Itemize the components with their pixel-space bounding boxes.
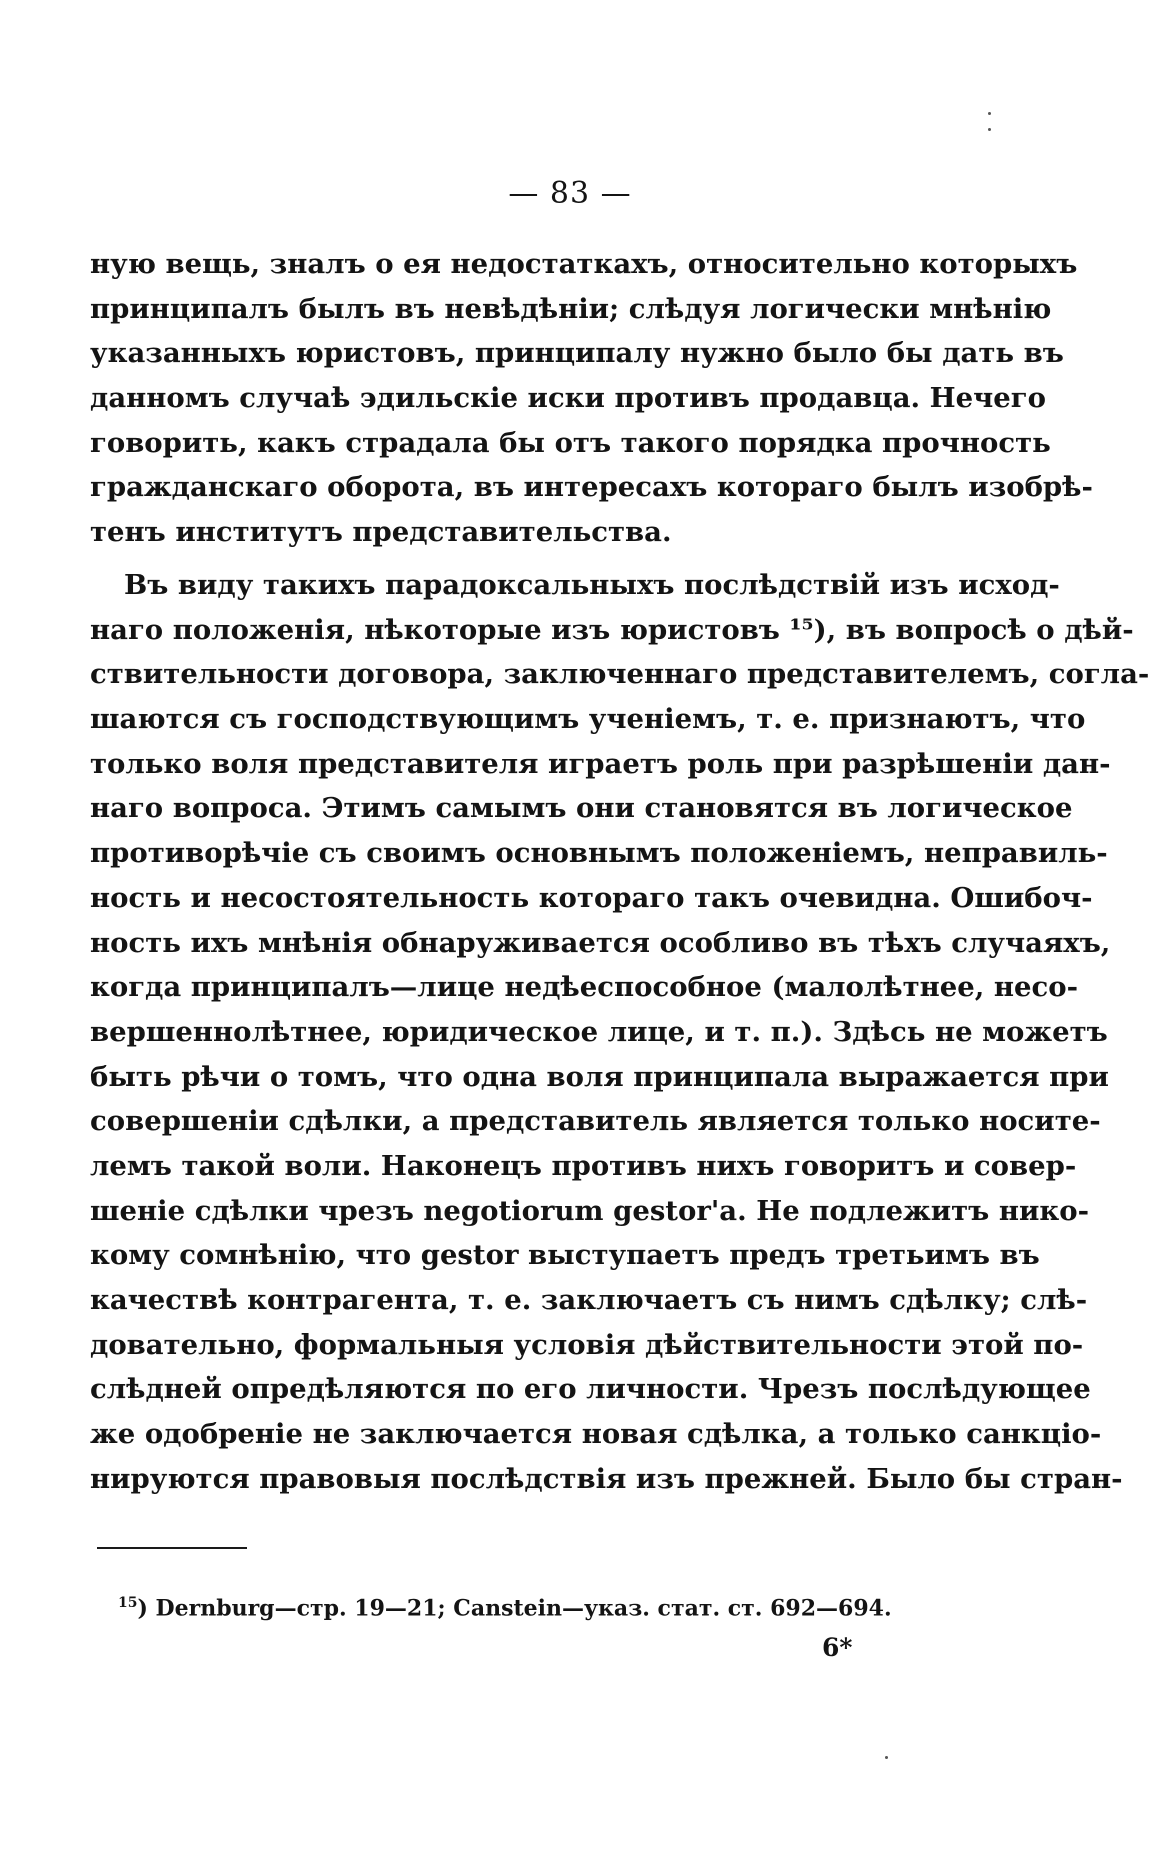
text-line: ность ихъ мнѣнія обнаруживается особливо въ тѣхъ случаяхъ, bbox=[90, 926, 1111, 959]
scan-speck bbox=[988, 112, 991, 115]
text-line: шеніе сдѣлки чрезъ negotiorum gestor'a. Не подлежитъ нико- bbox=[90, 1194, 1089, 1227]
footnote bbox=[118, 1595, 892, 1621]
text-line: довательно, формальныя условія дѣйствительности этой по- bbox=[90, 1328, 1084, 1361]
text-line: наго положенія, нѣкоторые изъ юристовъ ¹⁵), въ вопросѣ о дѣй- bbox=[90, 613, 1134, 646]
text-line: совершеніи сдѣлки, а представитель является только носите- bbox=[90, 1105, 1101, 1138]
text-line: когда принципалъ—лице недѣеспособное (малолѣтнее, несо- bbox=[90, 971, 1079, 1004]
footnote-marker: 15 bbox=[118, 1595, 138, 1611]
text-line: шаются съ господствующимъ ученіемъ, т. е. признаютъ, что bbox=[90, 703, 1086, 736]
text-line: говорить, какъ страдала бы отъ такого порядка прочность bbox=[90, 426, 1051, 459]
text-line: ствительности договора, заключеннаго представителемъ, согла- bbox=[90, 658, 1149, 691]
text-line: гражданскаго оборота, въ интересахъ котораго былъ изобрѣ- bbox=[90, 471, 1093, 504]
text-line: противорѣчіе съ своимъ основнымъ положеніемъ, неправиль- bbox=[90, 837, 1108, 870]
footnote-text: ) Dernburg—стр. 19—21; Canstein—указ. стат. ст. 692—694. bbox=[137, 1595, 892, 1622]
page-number: — 83 — bbox=[508, 176, 632, 211]
text-line: тенъ институтъ представительства. bbox=[90, 516, 672, 549]
text-line: качествѣ контрагента, т. е. заключаетъ съ нимъ сдѣлку; слѣ- bbox=[90, 1284, 1088, 1316]
text-line: слѣдней опредѣляются по его личности. Чрезъ послѣдующее bbox=[90, 1373, 1091, 1406]
paragraph-continued bbox=[90, 242, 1093, 555]
text-line: нируются правовыя послѣдствія изъ прежней. Было бы стран- bbox=[90, 1462, 1123, 1495]
text-line: же одобреніе не заключается новая сдѣлка, а только санкціо- bbox=[90, 1418, 1102, 1451]
text-line: ность и несостоятельность котораго такъ очевидна. Ошибоч- bbox=[90, 881, 1093, 914]
footnote-divider bbox=[97, 1547, 247, 1549]
text-line: кому сомнѣнію, что gestor выступаетъ предъ третьимъ въ bbox=[90, 1239, 1040, 1272]
signature-mark: 6* bbox=[822, 1633, 853, 1662]
paragraph-main bbox=[90, 563, 1149, 1501]
text-line: быть рѣчи о томъ, что одна воля принципала выражается при bbox=[90, 1060, 1109, 1093]
text-line: только воля представителя играетъ роль при разрѣшеніи дан- bbox=[90, 747, 1111, 780]
text-line: ную вещь, зналъ о ея недостаткахъ, относительно которыхъ bbox=[90, 248, 1078, 280]
text-line: данномъ случаѣ эдильскіе иски противъ продавца. Нечего bbox=[90, 382, 1046, 415]
scan-speck bbox=[988, 128, 991, 131]
text-line: Въ виду такихъ парадоксальныхъ послѣдствій изъ исход- bbox=[124, 569, 1060, 601]
text-line: указанныхъ юристовъ, принципалу нужно было бы дать въ bbox=[90, 337, 1064, 370]
text-line: лемъ такой воли. Наконецъ противъ нихъ говоритъ и совер- bbox=[90, 1149, 1077, 1182]
text-line: вершеннолѣтнее, юридическое лице, и т. п.). Здѣсь не можетъ bbox=[90, 1015, 1108, 1048]
text-line: наго вопроса. Этимъ самымъ они становятся въ логическое bbox=[90, 792, 1073, 825]
scan-speck bbox=[885, 1756, 888, 1759]
text-line: принципалъ былъ въ невѣдѣніи; слѣдуя логически мнѣнію bbox=[90, 292, 1052, 325]
